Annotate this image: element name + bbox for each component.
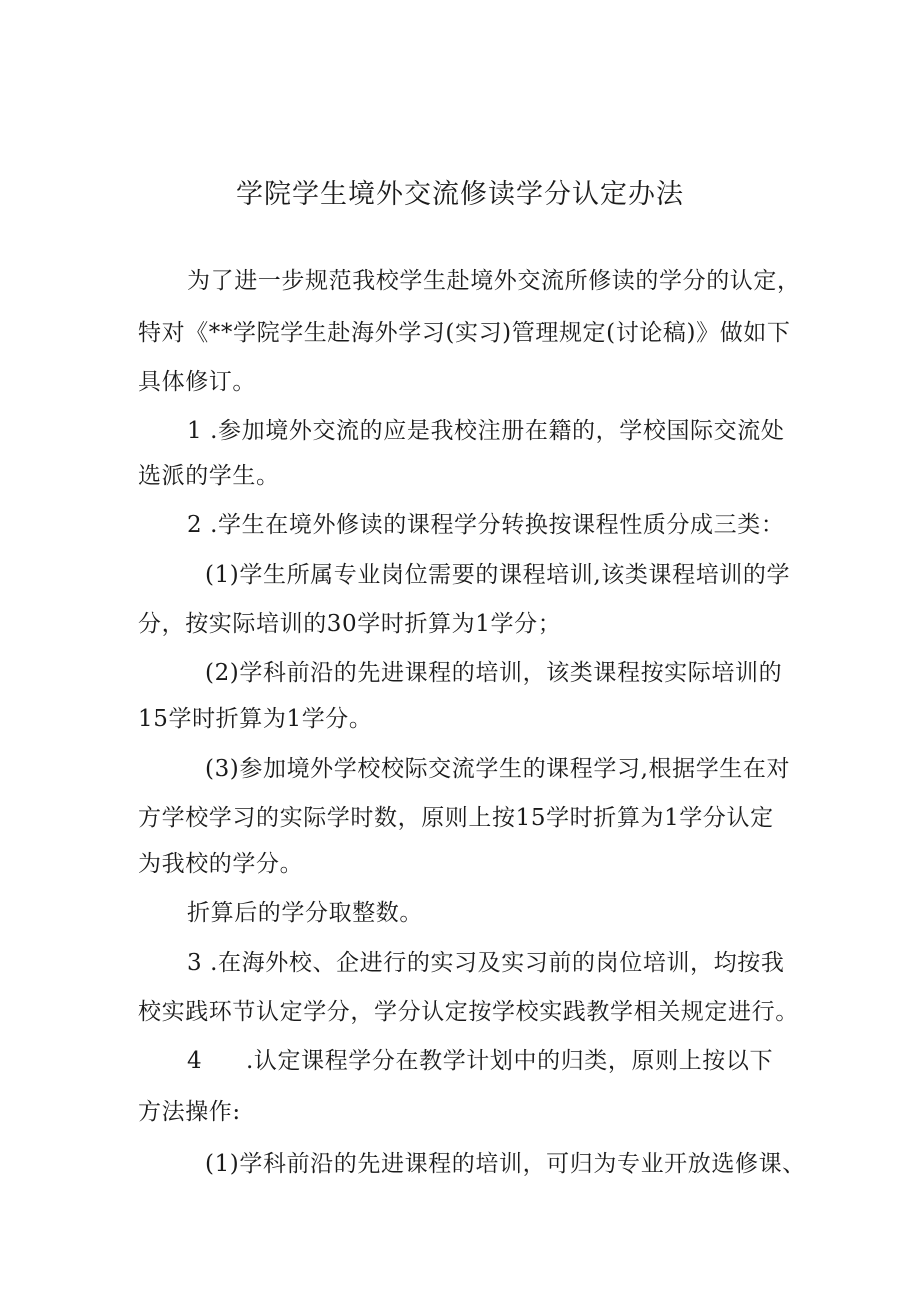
item-4-number: 4	[187, 1048, 203, 1074]
intro-line-3: 具体修订。	[138, 369, 256, 395]
item-2-sub-3-line-1: (3)参加境外学校校际交流学生的课程学习,根据学生在对	[205, 756, 791, 782]
item-2-sub-3-line-2: 方学校学习的实际学时数，原则上按15学时折算为1学分认定	[138, 805, 774, 831]
item-4-sub-1-line-1: (1)学科前沿的先进课程的培训，可归为专业开放选修课、	[205, 1151, 806, 1177]
item-2-sub-2-line-1: (2)学科前沿的先进课程的培训，该类课程按实际培训的	[205, 660, 783, 686]
item-3-line-2: 校实践环节认定学分，学分认定按学校实践教学相关规定进行。	[138, 999, 799, 1025]
document-title: 学院学生境外交流修读学分认定办法	[236, 179, 684, 210]
item-2-sub-2-line-2: 15学时折算为1学分。	[138, 706, 373, 732]
rounding-note: 折算后的学分取整数。	[187, 900, 423, 926]
item-2-sub-3-line-3: 为我校的学分。	[138, 851, 304, 877]
item-1-line-1: 1 .参加境外交流的应是我校注册在籍的，学校国际交流处	[187, 418, 785, 444]
intro-line-1: 为了进一步规范我校学生赴境外交流所修读的学分的认定，	[187, 268, 801, 294]
item-3-line-1: 3 .在海外校、企进行的实习及实习前的岗位培训，均按我	[187, 950, 785, 976]
item-2-sub-1-line-2: 分，按实际培训的30学时折算为1学分；	[138, 611, 562, 637]
item-4-line-2: 方法操作:	[138, 1099, 241, 1125]
intro-line-2: 特对《**学院学生赴海外学习(实习)管理规定(讨论稿)》做如下	[138, 320, 791, 346]
item-4-line-1: .认定课程学分在教学计划中的归类，原则上按以下	[246, 1048, 774, 1074]
item-2-sub-1-line-1: (1)学生所属专业岗位需要的课程培训,该类课程培训的学	[205, 562, 791, 588]
item-2-heading: 2 .学生在境外修读的课程学分转换按课程性质分成三类：	[187, 512, 785, 538]
item-1-line-2: 选派的学生。	[138, 463, 280, 489]
